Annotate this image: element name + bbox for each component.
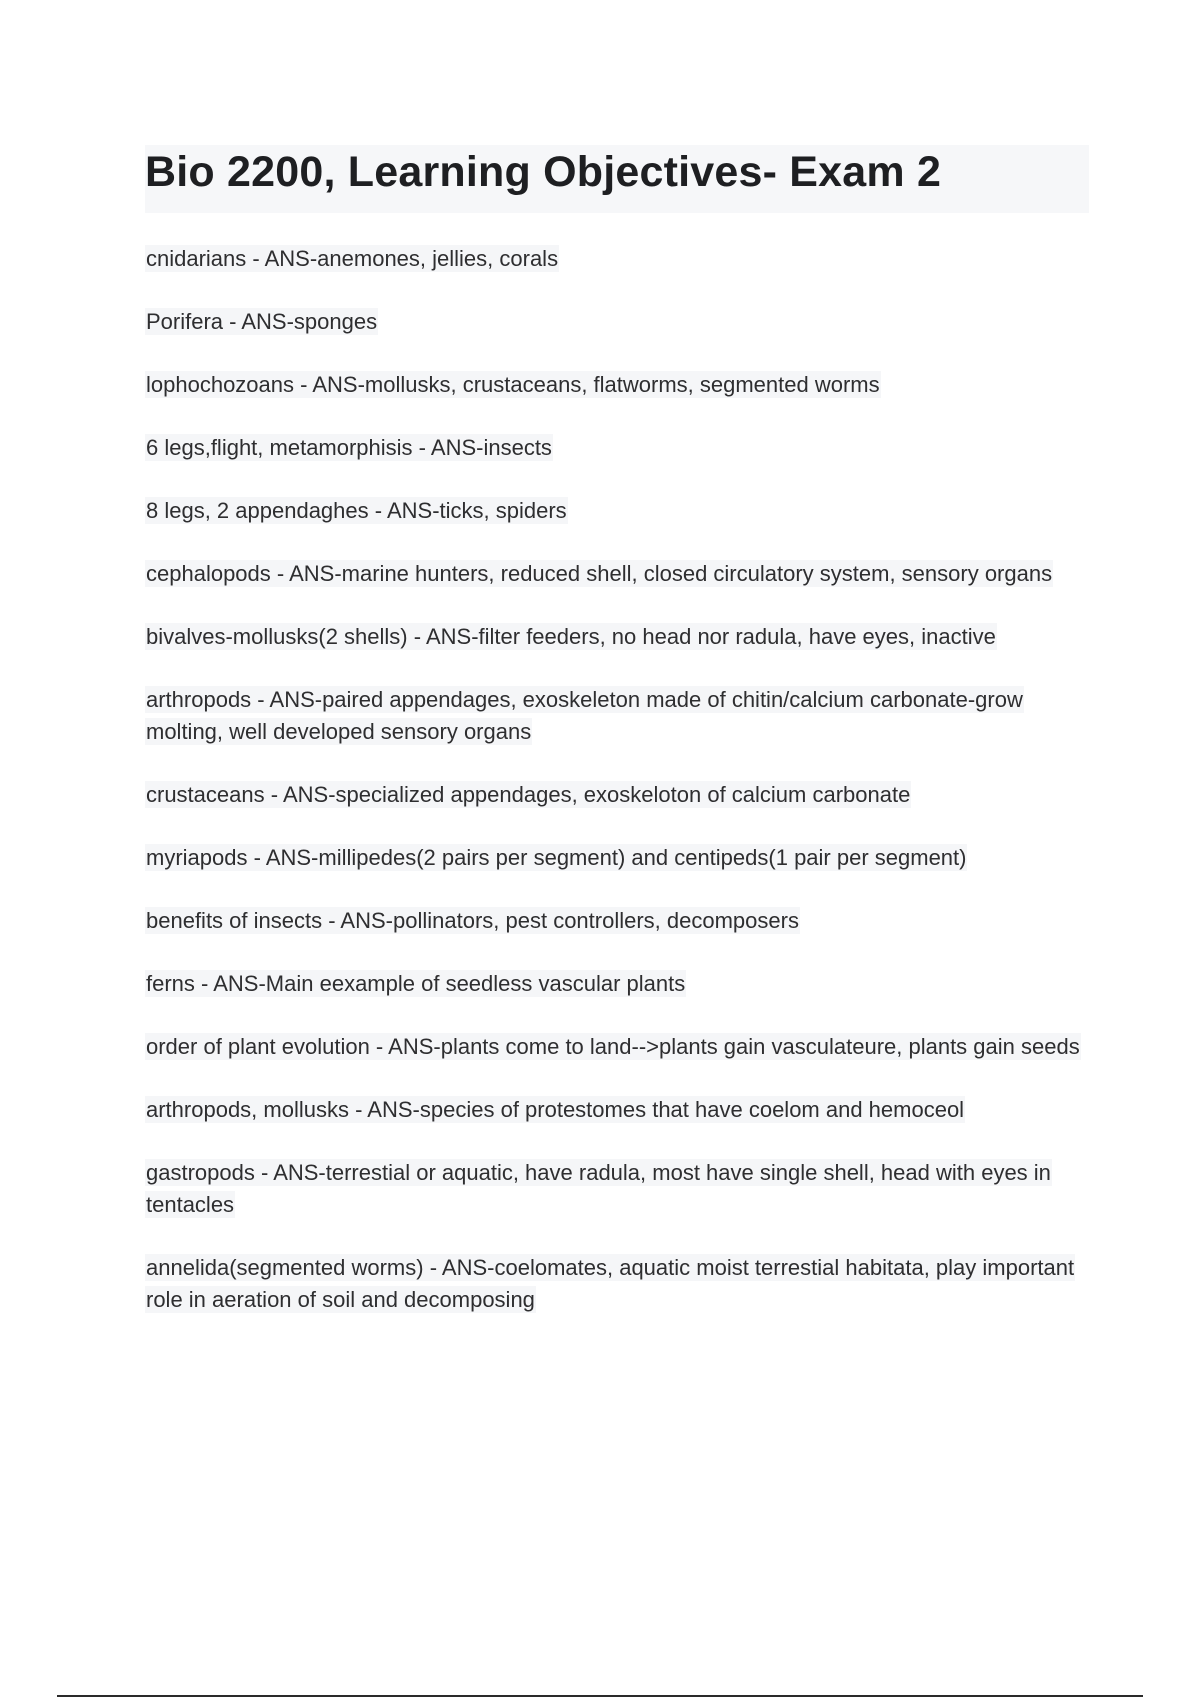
entry-text: cephalopods - ANS-marine hunters, reduced shell, closed circulatory system, sensory organs xyxy=(146,561,1053,586)
list-item xyxy=(145,684,1085,748)
list-item xyxy=(145,779,1085,811)
list-item xyxy=(145,1252,1085,1316)
entry-text: gastropods - ANS-terrestial or aquatic, have radula, most have single shell, head with eyes in tentacles xyxy=(146,1160,1051,1217)
list-item xyxy=(145,432,1085,464)
entry-text: myriapods - ANS-millipedes(2 pairs per segment) and centipeds(1 pair per segment) xyxy=(146,845,967,870)
entry-text: 6 legs,flight, metamorphisis - ANS-insects xyxy=(146,435,552,460)
entry-text: cnidarians - ANS-anemones, jellies, corals xyxy=(146,246,559,271)
entry-text: lophochozoans - ANS-mollusks, crustaceans, flatworms, segmented worms xyxy=(146,372,880,397)
list-item xyxy=(145,369,1085,401)
list-item xyxy=(145,558,1085,590)
list-item xyxy=(145,306,1085,338)
entry-text: annelida(segmented worms) - ANS-coelomates, aquatic moist terrestial habitata, play important role in aeration of soil and decomposing xyxy=(146,1255,1075,1312)
footer-divider xyxy=(57,1695,1143,1697)
entry-text: arthropods - ANS-paired appendages, exoskeleton made of chitin/calcium carbonate-grow molting, well developed sensory organs xyxy=(146,687,1023,744)
entry-text: Porifera - ANS-sponges xyxy=(146,309,378,334)
entry-text: bivalves-mollusks(2 shells) - ANS-filter feeders, no head nor radula, have eyes, inactive xyxy=(146,624,996,649)
entry-text: crustaceans - ANS-specialized appendages, exoskeloton of calcium carbonate xyxy=(146,782,911,807)
entry-text: order of plant evolution - ANS-plants come to land-->plants gain vasculateure, plants gain seeds xyxy=(146,1034,1080,1059)
list-item xyxy=(145,243,1085,275)
entry-text: 8 legs, 2 appendaghes - ANS-ticks, spiders xyxy=(146,498,567,523)
entry-text: ferns - ANS-Main eexample of seedless vascular plants xyxy=(146,971,686,996)
list-item xyxy=(145,621,1085,653)
list-item xyxy=(145,968,1085,1000)
entry-text: arthropods, mollusks - ANS-species of protestomes that have coelom and hemoceol xyxy=(146,1097,965,1122)
page-title: Bio 2200, Learning Objectives- Exam 2 xyxy=(145,148,942,196)
entry-text: benefits of insects - ANS-pollinators, pest controllers, decomposers xyxy=(146,908,799,933)
list-item xyxy=(145,495,1085,527)
list-item xyxy=(145,842,1085,874)
list-item xyxy=(145,1157,1085,1221)
list-item xyxy=(145,1094,1085,1126)
list-item xyxy=(145,905,1085,937)
list-item xyxy=(145,1031,1085,1063)
flashcard-list xyxy=(145,243,1090,1347)
